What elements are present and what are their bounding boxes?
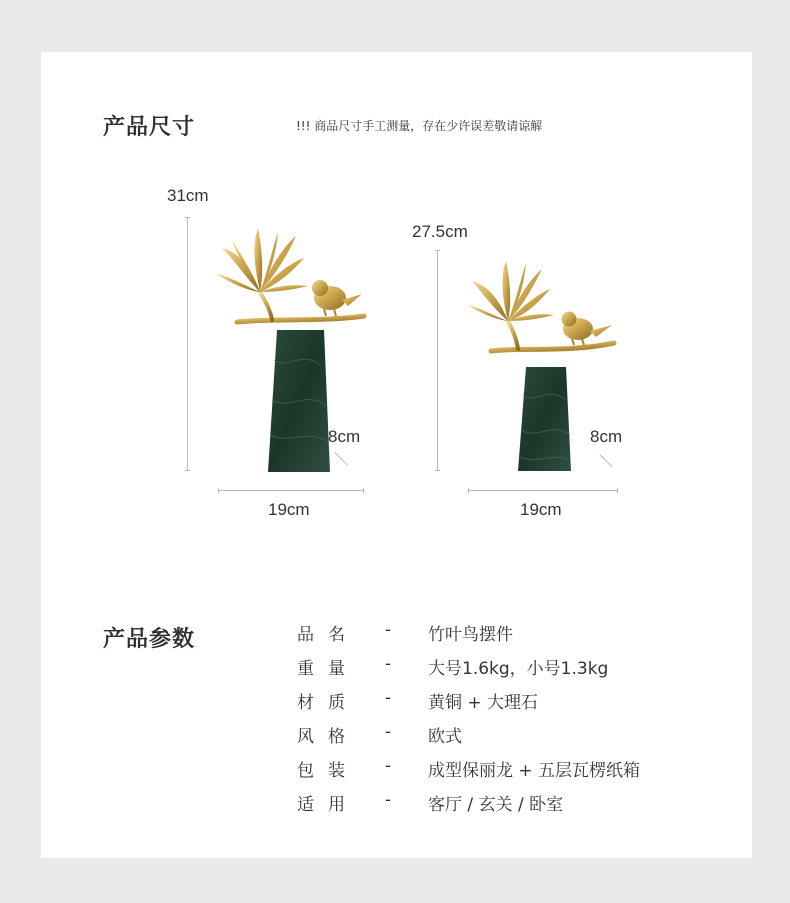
param-label: 品名 [297,625,359,645]
param-separator: - [385,756,392,776]
param-separator: - [385,790,392,810]
product-2-width-guide [468,490,618,491]
param-label: 重量 [297,659,359,679]
guide-tick [617,488,618,493]
product-1-width-label: 19cm [268,500,310,519]
guide-tick [185,217,190,218]
param-separator: - [385,620,392,640]
param-value: 成型保丽龙 + 五层瓦楞纸箱 [428,761,641,781]
param-separator: - [385,654,392,674]
param-value: 竹叶鸟摆件 [428,625,513,645]
param-label: 适用 [297,795,359,815]
param-value: 大号1.6kg，小号1.3kg [428,659,609,679]
guide-tick [468,488,469,493]
product-1-width-guide [218,490,364,491]
product-2-width-label: 19cm [520,500,562,519]
param-label: 风格 [297,727,359,747]
guide-tick [185,470,190,471]
content-card [41,52,752,858]
product-2-height-label: 27.5cm [412,222,468,241]
param-separator: - [385,722,392,742]
measurement-note: !!! 商品尺寸手工测量，存在少许误差敬请谅解 [296,119,543,133]
product-1-height-guide [187,217,188,471]
param-value: 黄铜 + 大理石 [428,693,539,713]
param-label: 包装 [297,761,359,781]
product-1-height-label: 31cm [167,186,209,205]
product-2-depth-label: 8cm [590,427,623,446]
param-value: 欧式 [428,727,462,747]
param-separator: - [385,688,392,708]
params-section-title: 产品参数 [103,627,196,652]
product-1-depth-label: 8cm [328,427,361,446]
param-label: 材质 [297,693,359,713]
guide-tick [435,250,440,251]
guide-tick [218,488,219,493]
size-section-title: 产品尺寸 [103,115,196,140]
guide-tick [435,470,440,471]
param-value: 客厅 / 玄关 / 卧室 [428,795,564,815]
product-2-height-guide [437,250,438,471]
guide-tick [363,488,364,493]
